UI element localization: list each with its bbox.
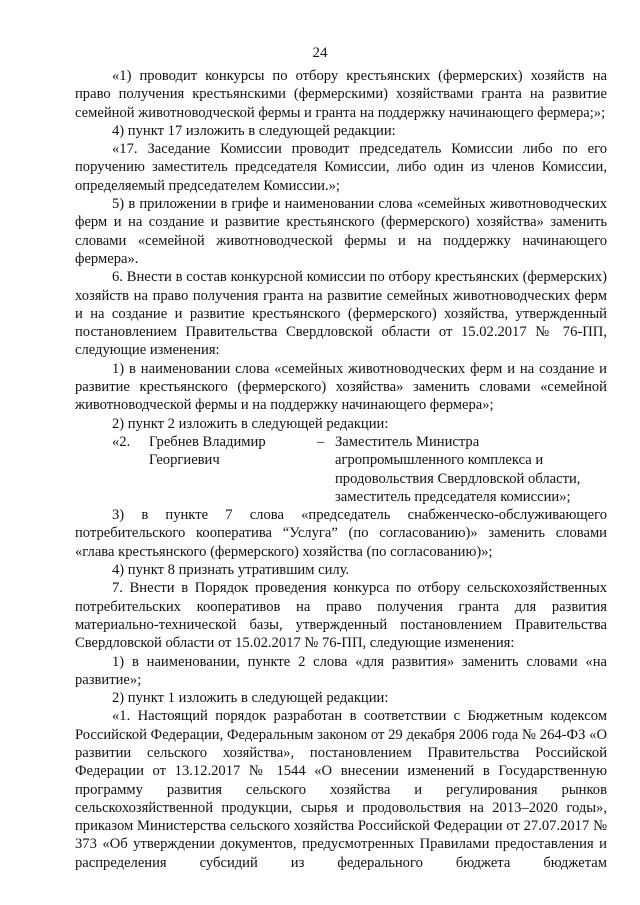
member-name: Гребнев Владимир Георгиевич	[149, 433, 266, 469]
document-body	[75, 67, 607, 872]
paragraph: «1) проводит конкурсы по отбору крестьянских (фермерских) хозяйств на право получения крестьянскими (фермерскими) хозяйствами гранта на развитие семейной животноводческой фермы и гранта на поддержку начинающего фермера;»;	[75, 68, 607, 121]
page-number: 24	[312, 45, 328, 61]
paragraph: 1) в наименовании слова «семейных животноводческих ферм и на создание и развитие крестьянского (фермерского) хозяйства» заменить словами «семейной животноводческой фермы и на поддержку начинающего фермера»;	[75, 360, 607, 414]
paragraph: 3) в пункте 7 слова «председатель снабженческо-обслуживающего потребительского кооператива “Услуга” (по согласованию)» заменить словами «глава крестьянского (фермерского) хозяйства (по согласованию)»;	[75, 507, 607, 560]
paragraph: 4) пункт 8 признать утратившим силу.	[112, 562, 350, 579]
member-position: Заместитель Министра агропромышленного комплекса и продовольствия Свердловской области, заместитель председателя комиссии»;	[335, 433, 581, 505]
member-dash: –	[317, 433, 325, 450]
paragraph: 4) пункт 17 изложить в следующей редакции:	[112, 122, 396, 139]
paragraph: «17. Заседание Комиссии проводит председатель Комиссии либо по его поручению заместитель председателя Комиссии, либо один из членов Комиссии, определяемый председателем Комиссии.»;	[75, 141, 607, 194]
paragraph: 2) пункт 2 изложить в следующей редакции:	[112, 415, 389, 432]
commission-member-entry	[75, 433, 607, 506]
paragraph: 6. Внести в состав конкурсной комиссии по отбору крестьянских (фермерских) хозяйств на право получения гранта на развитие семейных животноводческих ферм и на создание и развитие крестьянского (фермерского) хозяйства, утвержденный постановлением Правительства Свердловской области от 15.02.2017 № 76-ПП, следующие изменения:	[75, 269, 607, 359]
paragraph: 1) в наименовании, пункте 2 слова «для развития» заменить словами «на развитие»;	[75, 653, 607, 688]
paragraph: 5) в приложении в грифе и наименовании слова «семейных животноводческих ферм и на создание и развитие крестьянского (фермерского) хозяйства» заменить словами «семейной животноводческой фермы и на поддержку начинающего фермера».	[75, 196, 607, 267]
paragraph: «1. Настоящий порядок разработан в соответствии с Бюджетным кодексом Российской Федерации, Федеральным законом от 29 декабря 2006 года № 264-ФЗ «О развитии сельского хозяйства», постановлением Правительства Российской Федерации от 13.12.2017 № 1544 «О внесении изменений в Государственную программу развития сельского хозяйства и регулирования рынков сельскохозяйственной продукции, сырья и продовольствия на 2013–2020 годы», приказом Министерства сельского хозяйства Российской Федерации от 27.07.2017 № 373 «Об утверждении документов, предусмотренных Правилами предоставления и распределения субсидий из федерального бюджета бюджетам	[75, 708, 607, 871]
member-number: «2.	[112, 433, 131, 450]
paragraph: 2) пункт 1 изложить в следующей редакции:	[112, 690, 389, 707]
paragraph: 7. Внести в Порядок проведения конкурса по отбору сельскохозяйственных потребительских кооперативов на право получения гранта для развития материально-технической базы, утвержденный постановлением Правительства Свердловской области от 15.02.2017 № 76-ПП, следующие изменения:	[75, 580, 607, 652]
